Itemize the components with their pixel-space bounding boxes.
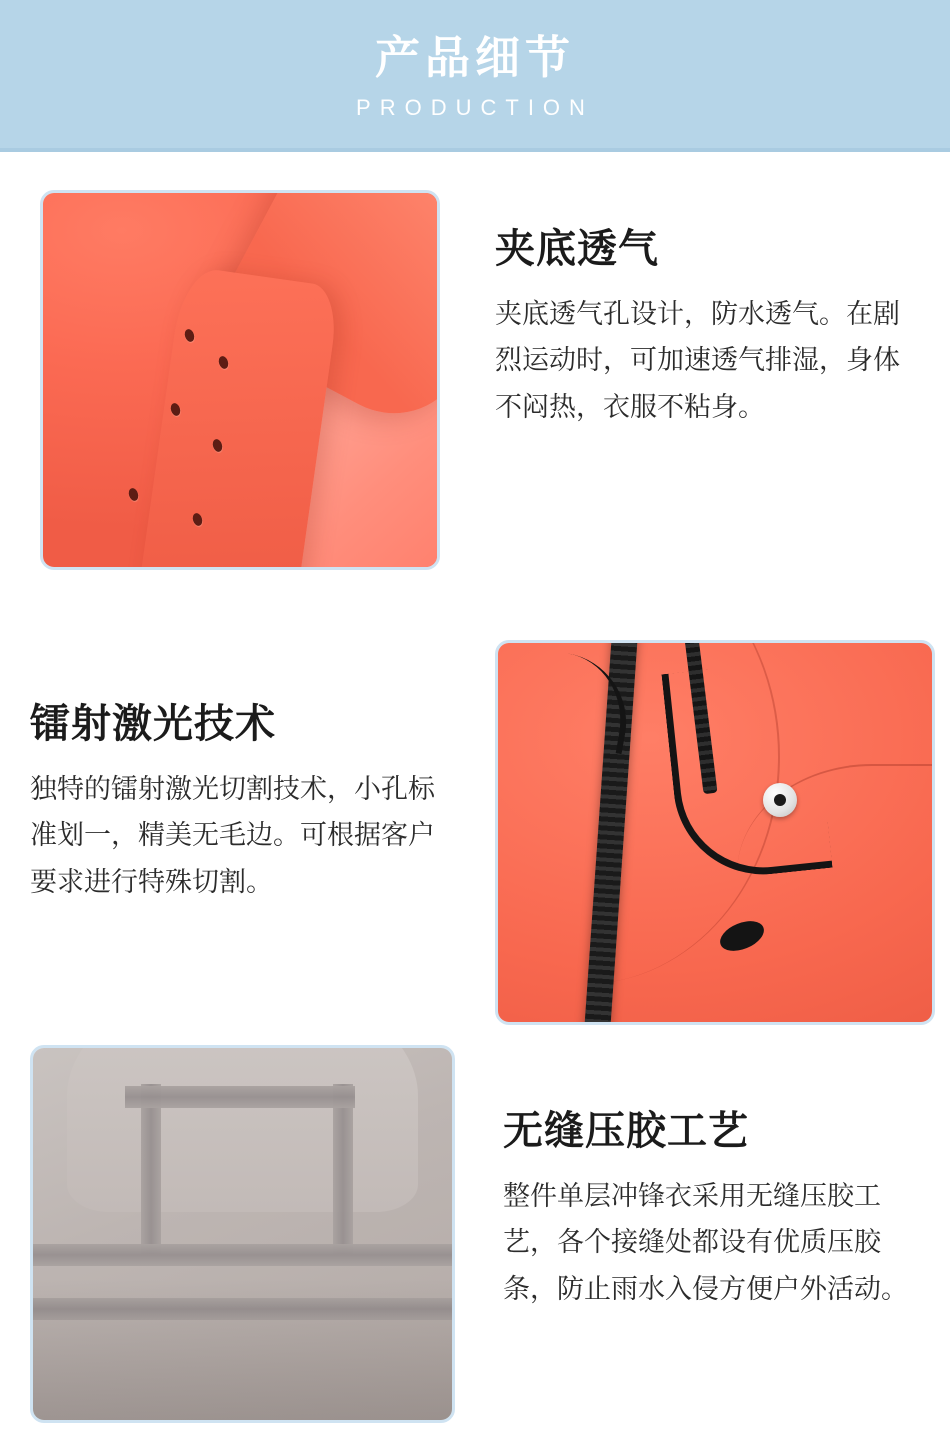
seam-tape-horizontal [125, 1086, 355, 1108]
section-laser-heading: 镭射激光技术 [30, 702, 276, 746]
seam-tape-horizontal [33, 1244, 455, 1266]
banner-divider [0, 148, 950, 152]
section-seamless-image [30, 1045, 455, 1423]
section-breathable-text [495, 190, 925, 570]
page-banner [0, 0, 950, 152]
section-laser [30, 640, 935, 1025]
image-shadow [33, 1279, 452, 1420]
section-breathable-image [40, 190, 440, 570]
section-breathable-heading: 夹底透气 [495, 227, 659, 271]
section-laser-image [495, 640, 935, 1025]
section-seamless-text [503, 1045, 933, 1423]
section-laser-text [30, 640, 450, 1025]
page-subtitle: PRODUCTION [356, 95, 594, 120]
page-title: 产品细节 [374, 32, 575, 83]
seam-tape-vertical [333, 1084, 353, 1254]
section-laser-body: 独特的镭射激光切割技术，小孔标准划一，精美无毛边。可根据客户要求进行特殊切割。 [30, 774, 435, 897]
section-seamless-heading: 无缝压胶工艺 [503, 1109, 749, 1153]
section-breathable [40, 190, 925, 570]
seam-tape-vertical [141, 1084, 161, 1254]
section-breathable-body: 夹底透气孔设计，防水透气。在剧烈运动时，可加速透气排湿，身体不闷热，衣服不粘身。 [495, 299, 900, 422]
hood-lining [67, 1045, 419, 1212]
eyelet-icon [763, 783, 797, 817]
section-seamless-body: 整件单层冲锋衣采用无缝压胶工艺，各个接缝处都设有优质压胶条，防止雨水入侵方便户外活动。 [503, 1181, 908, 1304]
section-seamless [30, 1045, 933, 1423]
